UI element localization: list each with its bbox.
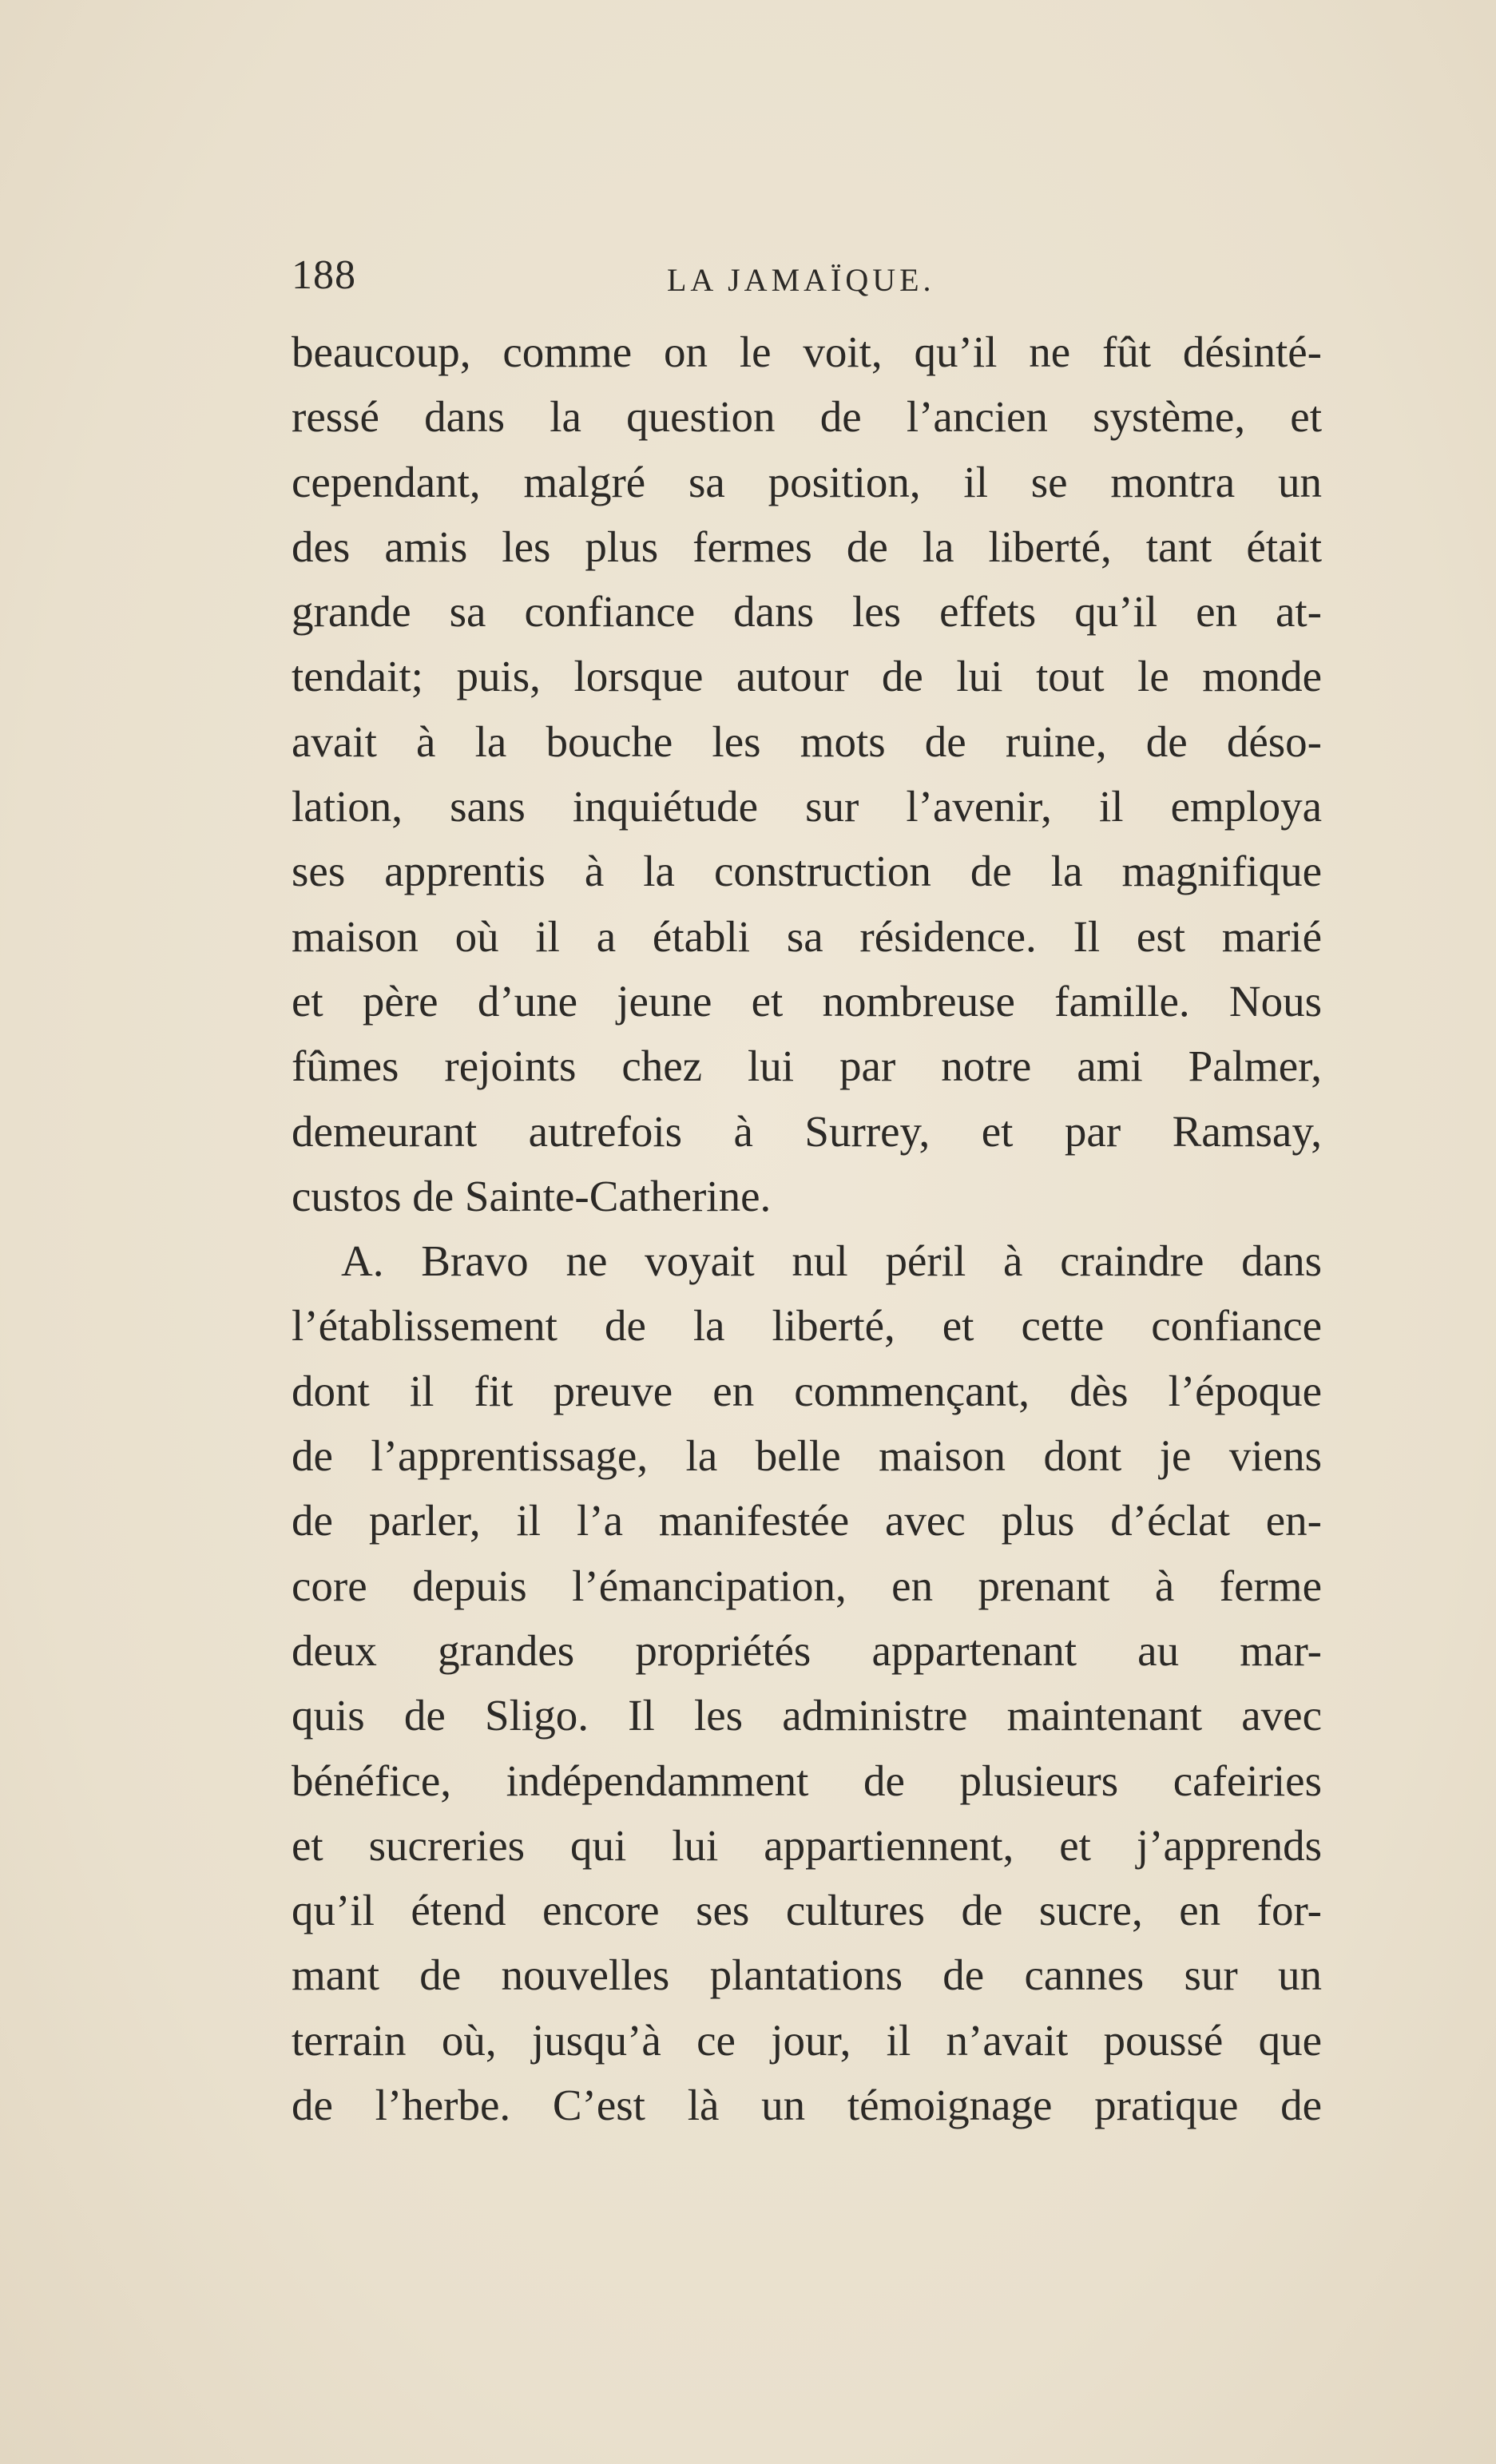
- text-line: fûmes rejoints chez lui par notre ami Palmer,: [292, 1042, 1322, 1091]
- page-header: [292, 244, 1322, 315]
- text-line: de l’herbe. C’est là un témoignage pratique de: [292, 2081, 1322, 2130]
- text-line: beaucoup, comme on le voit, qu’il ne fût désinté-: [292, 327, 1322, 376]
- text-line: ses apprentis à la construction de la magnifique: [292, 847, 1322, 896]
- text-line: mant de nouvelles plantations de cannes sur un: [292, 1950, 1322, 2000]
- paragraph-start-line: A. Bravo ne voyait nul péril à craindre dans: [341, 1236, 1322, 1286]
- running-title: LA JAMAÏQUE.: [667, 262, 935, 298]
- text-line: et père d’une jeune et nombreuse famille. Nous: [292, 976, 1322, 1026]
- text-line: bénéfice, indépendamment de plusieurs cafeiries: [292, 1756, 1322, 1805]
- text-line: dont il fit preuve en commençant, dès l’époque: [292, 1366, 1322, 1415]
- text-line: et sucreries qui lui appartiennent, et j’apprends: [292, 1820, 1322, 1870]
- page-number: 188: [292, 252, 356, 298]
- text-line: qu’il étend encore ses cultures de sucre, en for-: [292, 1886, 1322, 1935]
- text-line: des amis les plus fermes de la liberté, tant était: [292, 522, 1322, 571]
- text-line: tendait; puis, lorsque autour de lui tout le monde: [292, 652, 1322, 701]
- text-line: ressé dans la question de l’ancien système, et: [292, 392, 1322, 442]
- text-line: maison où il a établi sa résidence. Il est marié: [292, 911, 1322, 961]
- body-text: [292, 319, 1322, 2137]
- text-line: de parler, il l’a manifestée avec plus d’éclat en-: [292, 1496, 1322, 1545]
- text-line: avait à la bouche les mots de ruine, de déso-: [292, 716, 1322, 766]
- text-line: deux grandes propriétés appartenant au mar-: [292, 1625, 1322, 1675]
- text-line: lation, sans inquiétude sur l’avenir, il employa: [292, 782, 1322, 831]
- text-line: l’établissement de la liberté, et cette confiance: [292, 1301, 1322, 1351]
- paragraph-end-line: custos de Sainte-Catherine.: [292, 1171, 772, 1220]
- text-line: terrain où, jusqu’à ce jour, il n’avait poussé que: [292, 2015, 1322, 2065]
- text-line: grande sa confiance dans les effets qu’il en at-: [292, 587, 1322, 637]
- text-line: de l’apprentissage, la belle maison dont je viens: [292, 1431, 1322, 1481]
- text-line: quis de Sligo. Il les administre maintenant avec: [292, 1691, 1322, 1740]
- text-line: core depuis l’émancipation, en prenant à ferme: [292, 1561, 1322, 1610]
- text-line: cependant, malgré sa position, il se montra un: [292, 457, 1322, 506]
- text-line: demeurant autrefois à Surrey, et par Ramsay,: [292, 1106, 1322, 1156]
